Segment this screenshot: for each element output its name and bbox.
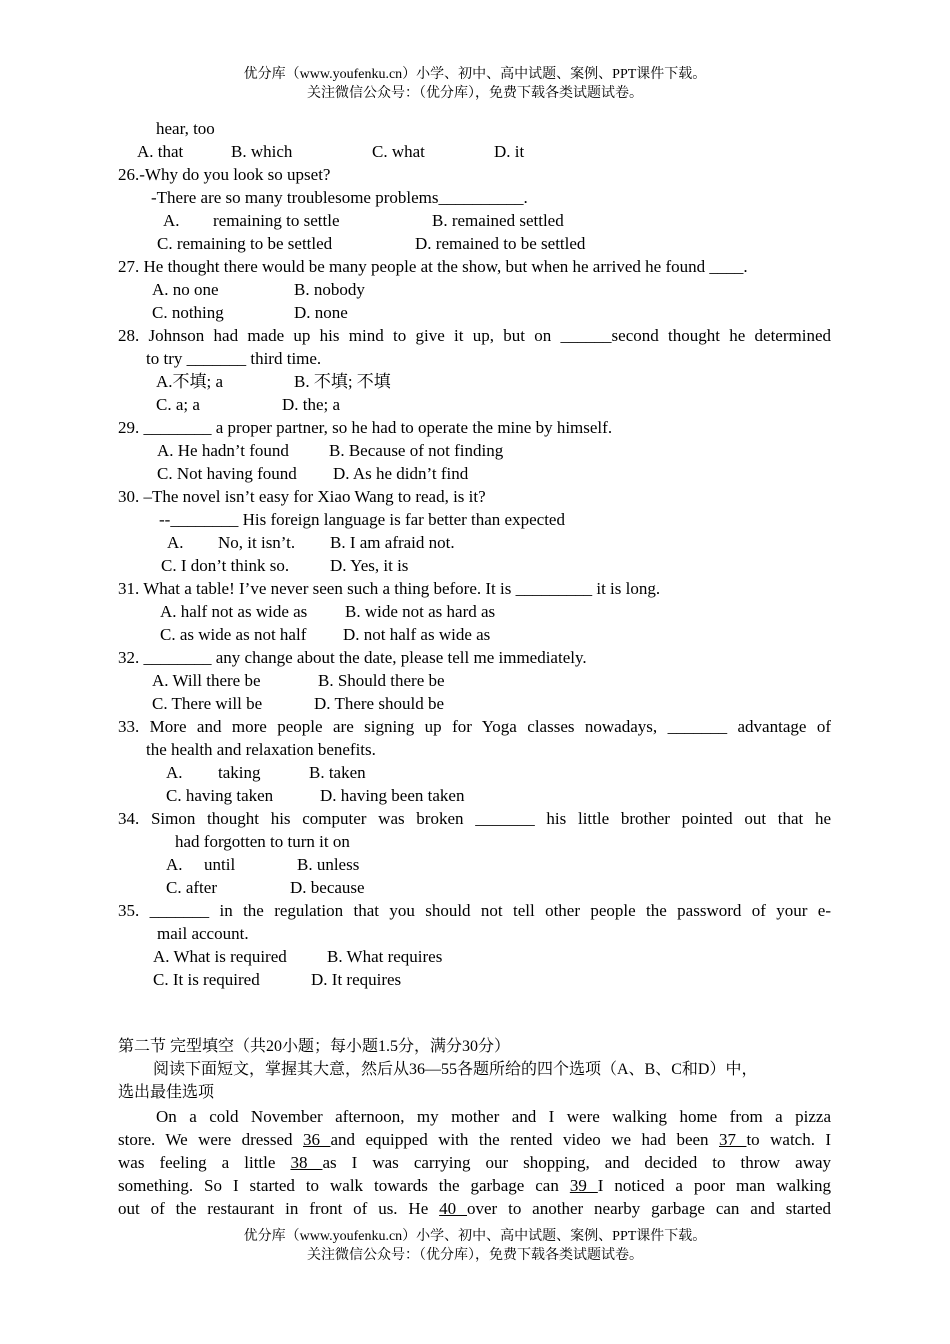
page-footer-line-1: 优分库（www.youfenku.cn）小学、初中、高中试题、案例、PPT课件下载。 <box>243 1229 707 1244</box>
q30-option-a: No, it isn’t. <box>218 533 296 552</box>
q25-option-a: A. that <box>137 142 184 161</box>
q35-option-d: D. It requires <box>311 970 402 989</box>
passage-line-1: On a cold November afternoon, my mother and I were walking home from a pizza <box>156 1107 831 1126</box>
blank-38: 38 <box>290 1153 323 1172</box>
q29-option-d: D. As he didn’t find <box>333 464 469 483</box>
q35-stem-line-2: mail account. <box>157 924 249 943</box>
q26-option-a: remaining to settle <box>213 211 340 230</box>
q32-option-c: C. There will be <box>152 694 263 713</box>
q30-stem: 30. –The novel isn’t easy for Xiao Wang to read, is it? <box>118 487 486 506</box>
q30-option-d: D. Yes, it is <box>330 556 409 575</box>
page-footer-line-2: 关注微信公众号：（优分库），免费下载各类试题试卷。 <box>307 1248 643 1263</box>
q34-stem: 34. Simon thought his computer was broken _______ his little brother pointed out that he <box>118 809 831 828</box>
blank-40: 40 <box>439 1199 468 1218</box>
q25-option-b: B. which <box>231 142 293 161</box>
q28-option-c: C. a; a <box>156 395 200 414</box>
q33-stem: 33. More and more people are signing up for Yoga classes nowadays, _______ advantage of <box>118 717 831 736</box>
q29-stem: 29. ________ a proper partner, so he had to operate the mine by himself. <box>118 418 613 437</box>
q26-option-a-letter: A. <box>163 211 180 230</box>
q30-option-a-letter: A. <box>167 533 184 552</box>
q27-option-a: A. no one <box>152 280 219 299</box>
q30-option-c: C. I don’t think so. <box>161 556 290 575</box>
q31-stem: 31. What a table! I’ve never seen such a thing before. It is _________ it is long. <box>118 579 661 598</box>
q31-option-a: A. half not as wide as <box>160 602 308 621</box>
q31-option-b: B. wide not as hard as <box>345 602 496 621</box>
q31-option-d: D. not half as wide as <box>343 625 491 644</box>
passage-text: store. We were dressed <box>118 1130 293 1149</box>
q26-stem-line-2: -There are so many troublesome problems__________. <box>151 188 528 207</box>
section-2-instructions-line-1: 阅读下面短文，掌握其大意，然后从36—55各题所给的四个选项（A、B、C和D）中， <box>153 1061 758 1078</box>
q32-option-b: B. Should there be <box>318 671 445 690</box>
q33-stem-line-2: the health and relaxation benefits. <box>146 740 376 759</box>
q29-option-c: C. Not having found <box>157 464 297 483</box>
page-header-line-1: 优分库（www.youfenku.cn）小学、初中、高中试题、案例、PPT课件下载。 <box>243 67 707 82</box>
q25-option-d: D. it <box>494 142 525 161</box>
q27-stem: 27. He thought there would be many people at the show, but when he arrived he found ____. <box>118 257 748 276</box>
passage-line-4 <box>118 1174 831 1197</box>
passage-text: and equipped with the rented video we had been <box>330 1130 709 1149</box>
blank-37: 37 <box>719 1130 747 1149</box>
q26-option-c: C. remaining to be settled <box>157 234 333 253</box>
q30-option-b: B. I am afraid not. <box>330 533 455 552</box>
q27-option-c: C. nothing <box>152 303 224 322</box>
q33-option-b: B. taken <box>309 763 366 782</box>
q29-option-b: B. Because of not finding <box>329 441 504 460</box>
passage-text: something. So I started to walk towards the garbage can <box>118 1176 559 1195</box>
passage-text: as I was carrying our shopping, and decided to throw away <box>322 1153 831 1172</box>
q34-option-c: C. after <box>166 878 217 897</box>
q28-stem: 28. Johnson had made up his mind to give it up, but on ______second thought he determined <box>118 326 831 345</box>
q35-stem: 35. _______ in the regulation that you should not tell other people the password of your e- <box>118 901 831 920</box>
q27-option-d: D. none <box>294 303 348 322</box>
q25-option-c: C. what <box>372 142 425 161</box>
passage-text: I noticed a poor man walking <box>597 1176 831 1195</box>
q33-option-d: D. having been taken <box>320 786 465 805</box>
passage-line-5 <box>118 1197 831 1220</box>
q28-option-a: A.不填; a <box>156 372 224 391</box>
q34-option-b: B. unless <box>297 855 360 874</box>
q28-option-b: B. 不填; 不填 <box>294 372 391 391</box>
blank-36: 36 <box>303 1130 331 1149</box>
passage-line-3 <box>118 1151 831 1174</box>
passage-line-2 <box>118 1128 831 1151</box>
page-header-line-2: 关注微信公众号：（优分库），免费下载各类试题试卷。 <box>307 86 643 101</box>
q32-stem: 32. ________ any change about the date, please tell me immediately. <box>118 648 587 667</box>
q33-option-c: C. having taken <box>166 786 274 805</box>
q35-option-b: B. What requires <box>327 947 443 966</box>
q30-stem-line-2: --________ His foreign language is far better than expected <box>159 510 565 529</box>
q35-option-a: A. What is required <box>153 947 287 966</box>
q34-stem-line-2: had forgotten to turn it on <box>175 832 350 851</box>
q33-option-a: taking <box>218 763 261 782</box>
q28-stem-line-2: to try _______ third time. <box>146 349 322 368</box>
q26-option-d: D. remained to be settled <box>415 234 586 253</box>
passage-text: out of the restaurant in front of us. He <box>118 1199 429 1218</box>
passage-text: over to another nearby garbage can and started <box>467 1199 831 1218</box>
section-2-title: 第二节 完型填空（共20小题；每小题1.5分，满分30分） <box>118 1038 511 1055</box>
q34-option-a-letter: A. <box>166 855 183 874</box>
q31-option-c: C. as wide as not half <box>160 625 307 644</box>
passage-text: was feeling a little <box>118 1153 276 1172</box>
q32-option-a: A. Will there be <box>152 671 261 690</box>
q32-option-d: D. There should be <box>314 694 444 713</box>
q26-stem: 26.-Why do you look so upset? <box>118 165 331 184</box>
section-2-instructions-line-2: 选出最佳选项 <box>118 1084 215 1101</box>
q29-option-a: A. He hadn’t found <box>157 441 289 460</box>
q28-option-d: D. the; a <box>282 395 341 414</box>
q27-option-b: B. nobody <box>294 280 365 299</box>
q35-option-c: C. It is required <box>153 970 260 989</box>
passage-text: to watch. I <box>746 1130 831 1149</box>
q33-option-a-letter: A. <box>166 763 183 782</box>
q25-stem-continuation: hear, too <box>156 119 215 138</box>
q34-option-d: D. because <box>290 878 365 897</box>
blank-39: 39 <box>569 1176 598 1195</box>
q26-option-b: B. remained settled <box>432 211 564 230</box>
q34-option-a: until <box>204 855 236 874</box>
